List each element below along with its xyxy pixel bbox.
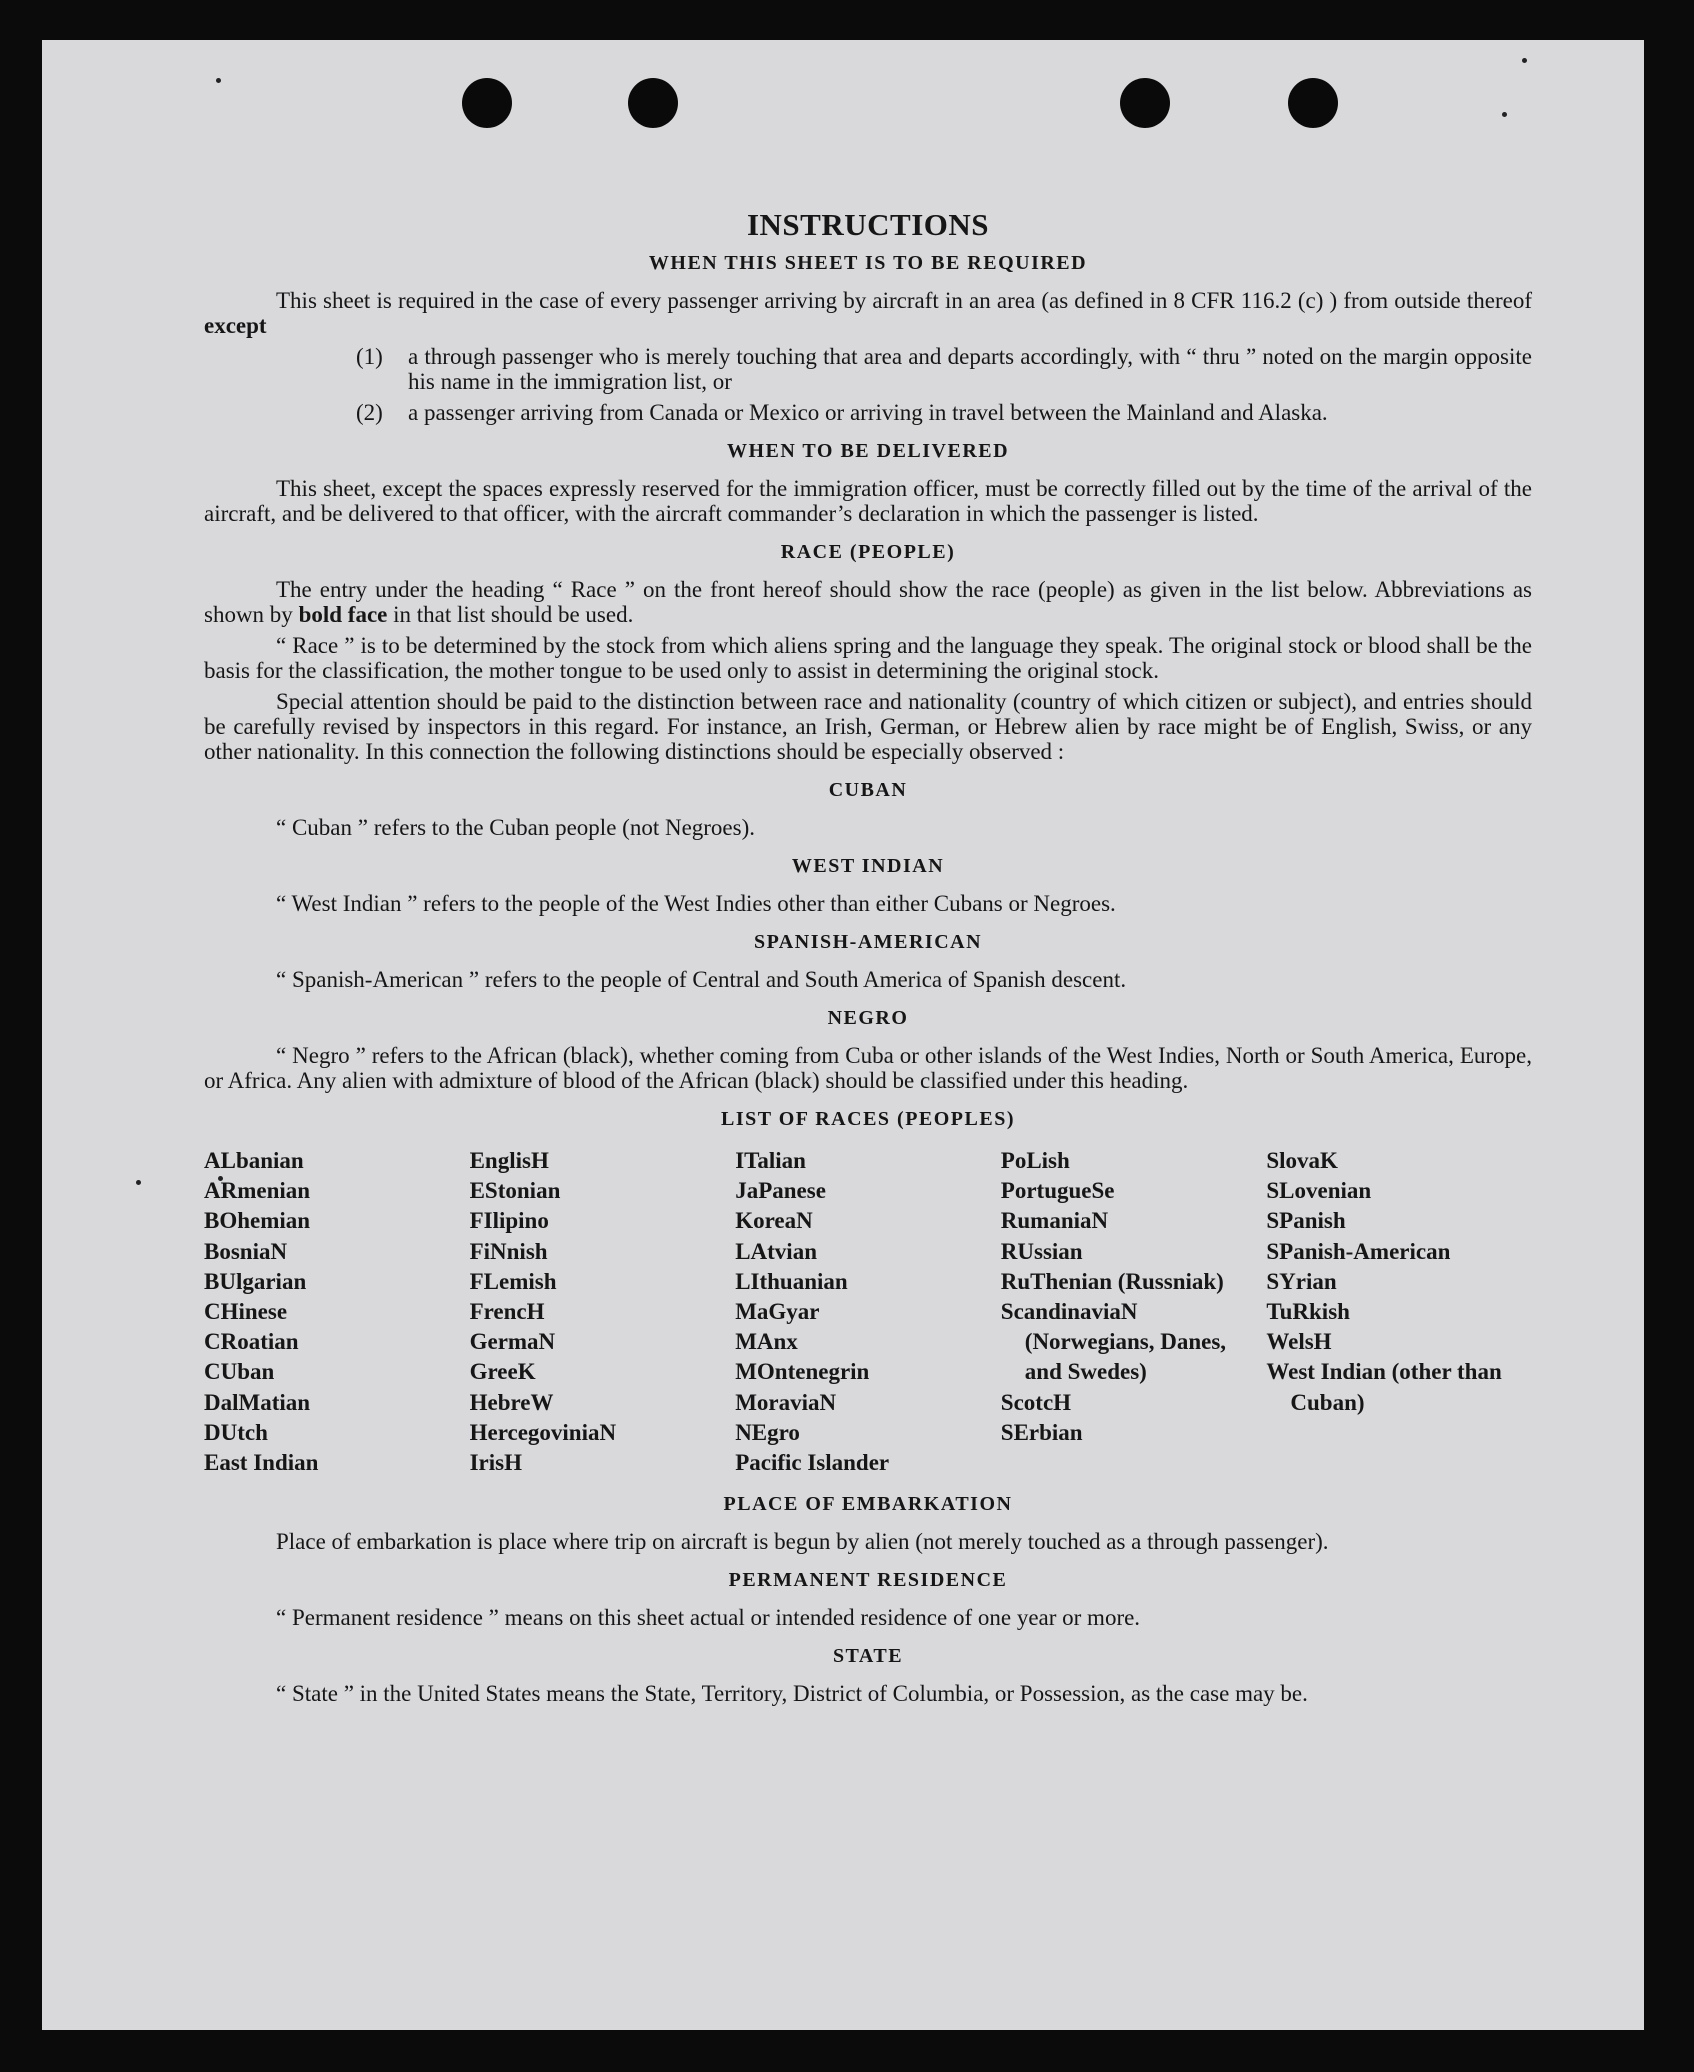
race-item: RUssian <box>1000 1238 1083 1264</box>
race-item: GreeK <box>469 1359 536 1385</box>
heading-state: STATE <box>832 1645 904 1668</box>
heading-when-required: WHEN THIS SHEET IS TO BE REQUIRED <box>648 252 1088 274</box>
instructions-body <box>204 170 1532 1712</box>
race-item: DUtch <box>204 1419 268 1445</box>
race-item: HercegoviniaN <box>469 1419 617 1445</box>
race-item: KoreaN <box>735 1208 813 1234</box>
paragraph-race-1 <box>204 577 1532 627</box>
race-item: SlovaK <box>1266 1148 1338 1173</box>
race-item: SYrian <box>1266 1268 1337 1294</box>
heading-cuban: CUBAN <box>828 779 908 801</box>
heading-embarkation: PLACE OF EMBARKATION <box>723 1493 1013 1516</box>
race-item: ALbanian <box>204 1148 304 1173</box>
exception-text: a passenger arriving from Canada or Mexico or arriving in travel between the Mainland and Alaska. <box>408 400 1328 425</box>
race-item: West Indian (other than Cuban) <box>1266 1359 1502 1415</box>
race-item: MOntenegrin <box>735 1359 870 1385</box>
race-text-c: in that list should be used. <box>393 602 634 627</box>
paragraph-embarkation: Place of embarkation is place where trip on aircraft is begun by alien (not merely touched as a through passenger). <box>276 1529 1329 1555</box>
race-item: DalMatian <box>204 1389 311 1415</box>
races-column <box>1001 1146 1267 1478</box>
race-item: ScotcH <box>1000 1389 1072 1415</box>
race-item: GermaN <box>469 1329 556 1355</box>
race-item: SErbian <box>1000 1419 1083 1445</box>
races-column <box>1266 1146 1532 1478</box>
bold-face-word: bold face <box>298 602 388 627</box>
paragraph-required-text: This sheet is required in the case of every passenger arriving by aircraft in an area (as defined in 8 CFR 116.2 (c) ) from outside thereof <box>276 288 1532 313</box>
exception-number: (2) <box>356 400 383 425</box>
paragraph-negro: “ Negro ” refers to the African (black), whether coming from Cuba or other islands of the West Indies, North or South America, Europe, or Africa. Any alien with admixture of blood of the African (black) should be classified under this heading. <box>204 1043 1532 1093</box>
race-item: FIlipino <box>469 1208 549 1234</box>
page-title: INSTRUCTIONS <box>746 207 989 242</box>
speck <box>136 1180 141 1185</box>
race-item: EnglisH <box>469 1148 549 1173</box>
race-item: SPanish-American <box>1266 1238 1451 1264</box>
heading-negro: NEGRO <box>827 1007 909 1029</box>
races-column <box>204 1146 470 1478</box>
heading-race: RACE (PEOPLE) <box>780 541 956 563</box>
punch-hole <box>628 78 678 128</box>
races-column <box>735 1146 1001 1478</box>
heading-list-of-races: LIST OF RACES (PEOPLES) <box>720 1108 1015 1130</box>
exception-item <box>356 344 1532 394</box>
punch-hole <box>462 78 512 128</box>
race-item: RuThenian (Russniak) <box>1000 1268 1224 1294</box>
exception-number: (1) <box>356 344 383 369</box>
paragraph-permanent-residence: “ Permanent residence ” means on this sheet actual or intended residence of one year or more. <box>276 1605 1141 1631</box>
race-item: FLemish <box>469 1268 557 1294</box>
race-item: TuRkish <box>1266 1299 1350 1325</box>
exception-text: a through passenger who is merely touching that area and departs accordingly, with “ thru ” noted on the margin opposite his name in the immigration list, or <box>408 344 1532 394</box>
race-item: MaGyar <box>735 1299 820 1325</box>
paragraph-state: “ State ” in the United States means the State, Territory, District of Columbia, or Possession, as the case may be. <box>276 1681 1308 1707</box>
race-item: CHinese <box>204 1299 288 1325</box>
speck <box>1502 112 1507 117</box>
race-item: WelsH <box>1266 1329 1332 1355</box>
race-item: ARmenian <box>204 1178 311 1204</box>
race-item: HebreW <box>469 1389 554 1415</box>
race-item: IrisH <box>469 1450 522 1476</box>
races-column <box>470 1146 736 1478</box>
paragraph-race-3: Special attention should be paid to the distinction between race and nationality (country of which citizen or subject), and entries should be carefully revised by inspectors in this regard. For instance, an Irish, German, or Hebrew alien by race might be of English, Swiss, or any other nationality. In this connection the following distinctions should be especially observed : <box>204 689 1532 764</box>
race-item: PoLish <box>1000 1148 1070 1173</box>
race-item: LAtvian <box>735 1238 817 1264</box>
exception-item <box>356 400 1532 425</box>
heading-spanish-american: SPANISH-AMERICAN <box>753 931 983 953</box>
race-item: RumaniaN <box>1000 1208 1109 1234</box>
race-item: MoraviaN <box>735 1389 837 1415</box>
punch-hole <box>1120 78 1170 128</box>
race-item: BUlgarian <box>204 1268 307 1294</box>
race-item: PortugueSe <box>1000 1178 1115 1204</box>
race-item: SPanish <box>1266 1208 1346 1234</box>
heading-west-indian: WEST INDIAN <box>791 855 945 877</box>
paragraph-west-indian: “ West Indian ” refers to the people of the West Indies other than either Cubans or Negroes. <box>276 891 1116 916</box>
heading-permanent-residence: PERMANENT RESIDENCE <box>728 1569 1008 1592</box>
race-item: Pacific Islander <box>735 1450 890 1476</box>
race-item: EStonian <box>469 1178 561 1204</box>
race-item: NEgro <box>735 1419 800 1445</box>
paragraph-cuban: “ Cuban ” refers to the Cuban people (not Negroes). <box>276 815 756 840</box>
race-item: East Indian <box>204 1450 319 1476</box>
race-item: JaPanese <box>735 1178 826 1204</box>
race-item: FrencH <box>469 1299 545 1325</box>
race-item: MAnx <box>735 1329 798 1355</box>
race-text-a: The entry under the heading “ Race ” on the front hereof should show the race (people) as given in the list below. Abbreviations as shown by <box>204 577 1532 627</box>
paragraph-spanish-american: “ Spanish-American ” refers to the people of Central and South America of Spanish descent. <box>276 967 1127 992</box>
race-item: ScandinaviaN (Norwegians, Danes, and Swedes) <box>1000 1299 1227 1385</box>
speck <box>1522 58 1527 63</box>
race-item: BOhemian <box>204 1208 311 1234</box>
heading-when-delivered: WHEN TO BE DELIVERED <box>726 440 1010 462</box>
paragraph-race-2: “ Race ” is to be determined by the stock from which aliens spring and the language they speak. The original stock or blood shall be the basis for the classification, the mother tongue to be used only to assist in determining the original stock. <box>204 633 1532 683</box>
race-item: CUban <box>204 1359 275 1385</box>
punch-hole <box>1288 78 1338 128</box>
except-word: except <box>204 313 267 338</box>
race-item: ITalian <box>735 1148 806 1173</box>
paragraph-delivered: This sheet, except the spaces expressly reserved for the immigration officer, must be correctly filled out by the time of the arrival of the aircraft, and be delivered to that officer, with the aircraft commander’s declaration in which the passenger is listed. <box>204 476 1532 526</box>
race-item: CRoatian <box>204 1329 299 1355</box>
race-item: LIthuanian <box>735 1268 848 1294</box>
speck <box>216 78 221 83</box>
document-sheet <box>42 40 1644 2030</box>
races-list <box>204 1146 1532 1478</box>
race-item: FiNnish <box>469 1238 548 1264</box>
paragraph-required <box>204 288 1532 338</box>
race-item: SLovenian <box>1266 1178 1372 1204</box>
race-item: BosniaN <box>204 1238 288 1264</box>
